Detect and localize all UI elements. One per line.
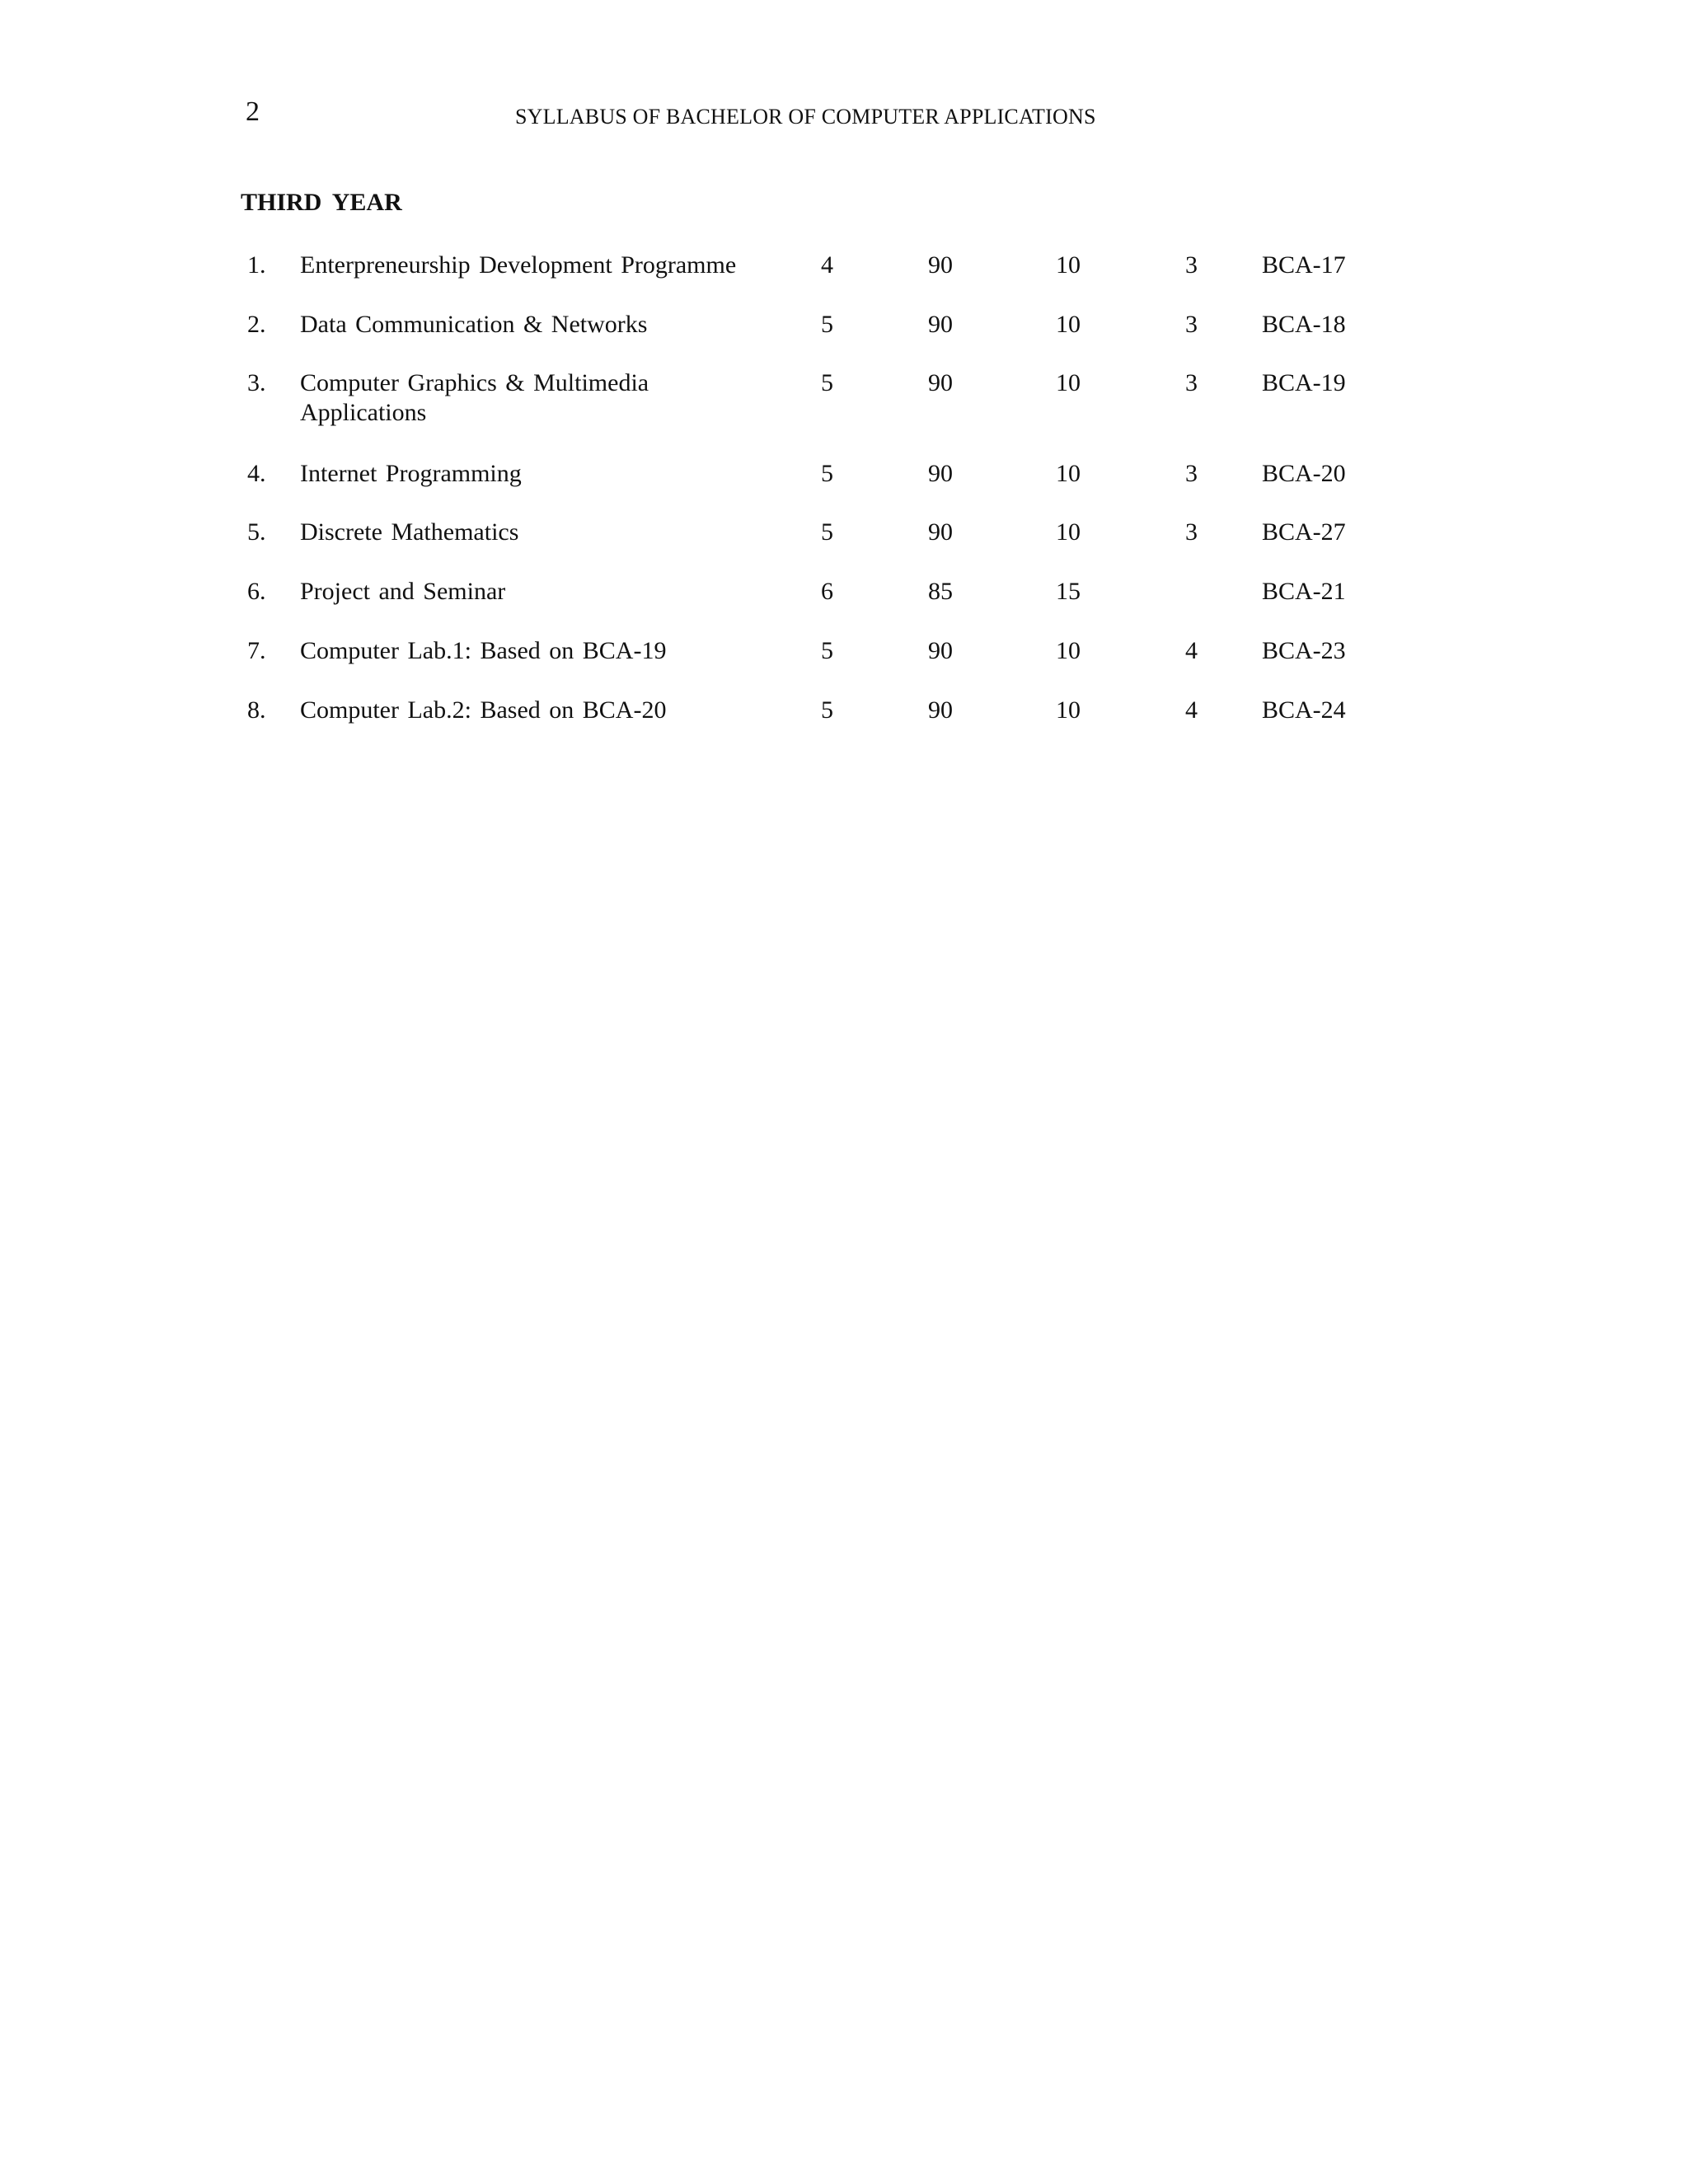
- course-max-marks: 90: [928, 311, 953, 338]
- course-max-marks: 90: [928, 369, 953, 396]
- course-title: Data Communication & Networks: [300, 311, 648, 338]
- course-duration: 3: [1185, 251, 1198, 279]
- course-code: BCA-24: [1262, 696, 1346, 724]
- course-code: BCA-18: [1262, 311, 1346, 338]
- course-internal-marks: 10: [1056, 369, 1081, 396]
- course-code: BCA-19: [1262, 369, 1346, 396]
- course-duration: 4: [1185, 637, 1198, 664]
- course-title: Computer Lab.2: Based on BCA-20: [300, 696, 667, 724]
- course-number: 1.: [247, 251, 266, 279]
- course-hours: 5: [821, 696, 833, 724]
- course-internal-marks: 10: [1056, 696, 1081, 724]
- course-max-marks: 90: [928, 518, 953, 546]
- course-hours: 5: [821, 460, 833, 487]
- course-number: 4.: [247, 460, 266, 487]
- course-duration: 4: [1185, 696, 1198, 724]
- course-title: Internet Programming: [300, 460, 522, 487]
- course-title: Project and Seminar: [300, 578, 506, 605]
- course-code: BCA-23: [1262, 637, 1346, 664]
- course-internal-marks: 10: [1056, 311, 1081, 338]
- course-hours: 6: [821, 578, 833, 605]
- course-hours: 4: [821, 251, 833, 279]
- course-max-marks: 90: [928, 251, 953, 279]
- course-title: Computer Lab.1: Based on BCA-19: [300, 637, 667, 664]
- course-max-marks: 90: [928, 637, 953, 664]
- course-internal-marks: 10: [1056, 251, 1081, 279]
- section-title: THIRD YEAR: [241, 189, 402, 216]
- course-number: 3.: [247, 369, 266, 396]
- course-hours: 5: [821, 518, 833, 546]
- running-header: SYLLABUS OF BACHELOR OF COMPUTER APPLICATIONS: [515, 105, 1096, 129]
- course-duration: 3: [1185, 311, 1198, 338]
- course-code: BCA-20: [1262, 460, 1346, 487]
- course-max-marks: 85: [928, 578, 953, 605]
- course-duration: 3: [1185, 518, 1198, 546]
- course-hours: 5: [821, 637, 833, 664]
- course-title: Enterpreneurship Development Programme: [300, 251, 737, 279]
- course-duration: 3: [1185, 460, 1198, 487]
- course-internal-marks: 15: [1056, 578, 1081, 605]
- course-title: Computer Graphics & Multimedia Applications: [300, 369, 649, 426]
- course-number: 8.: [247, 696, 266, 724]
- course-code: BCA-17: [1262, 251, 1346, 279]
- course-code: BCA-27: [1262, 518, 1346, 546]
- course-number: 6.: [247, 578, 266, 605]
- course-number: 2.: [247, 311, 266, 338]
- course-hours: 5: [821, 311, 833, 338]
- course-code: BCA-21: [1262, 578, 1346, 605]
- course-internal-marks: 10: [1056, 637, 1081, 664]
- course-title: Discrete Mathematics: [300, 518, 519, 546]
- course-number: 7.: [247, 637, 266, 664]
- course-table: [0, 0, 1688, 824]
- course-hours: 5: [821, 369, 833, 396]
- course-internal-marks: 10: [1056, 460, 1081, 487]
- course-number: 5.: [247, 518, 266, 546]
- course-max-marks: 90: [928, 460, 953, 487]
- course-max-marks: 90: [928, 696, 953, 724]
- course-internal-marks: 10: [1056, 518, 1081, 546]
- course-duration: 3: [1185, 369, 1198, 396]
- page-number: 2: [246, 96, 260, 127]
